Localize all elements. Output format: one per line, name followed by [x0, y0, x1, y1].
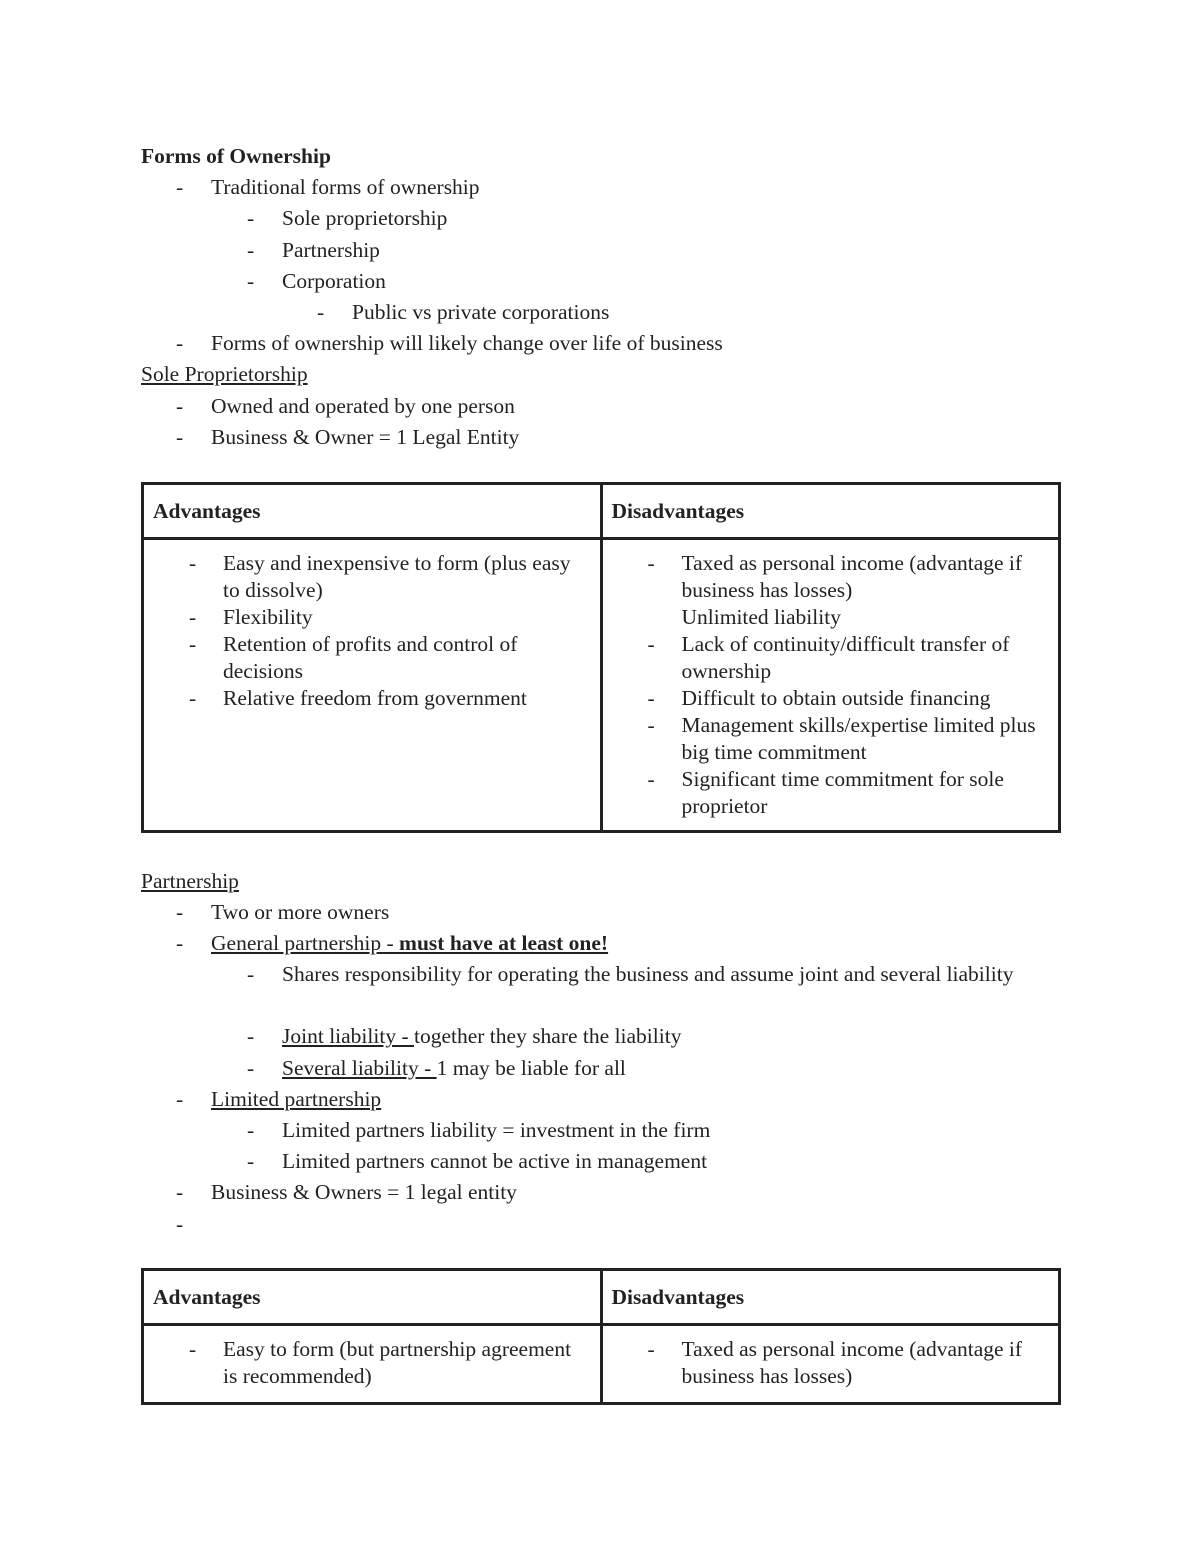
list-item: - Taxed as personal income (advantage if business has losses) — [647, 1336, 1023, 1388]
list-item: - Joint liability - together they share the liability — [247, 1024, 682, 1049]
list-item: - Shares responsibility for operating the business and assume joint and several liability — [247, 962, 1014, 987]
list-item: - Easy to form (but partnership agreement is recommended) — [189, 1336, 572, 1388]
advantages-header: Advantages — [143, 483, 602, 538]
list-item: Unlimited liability — [681, 604, 841, 629]
list-item: - Limited partnership — [176, 1086, 382, 1111]
list-item: - Corporation — [247, 268, 386, 293]
disadvantages-header: Disadvantages — [601, 1269, 1060, 1324]
sole-proprietorship-table — [141, 482, 1061, 833]
list-item: - Business & Owners = 1 legal entity — [176, 1180, 517, 1205]
section-heading-partnership: Partnership — [141, 868, 239, 893]
list-item: - Traditional forms of ownership — [176, 175, 480, 200]
list-item: - Limited partners cannot be active in management — [247, 1149, 708, 1174]
list-item: - Flexibility — [189, 604, 313, 629]
disadvantages-header: Disadvantages — [601, 483, 1060, 538]
list-item: - Owned and operated by one person — [176, 393, 515, 418]
list-item: - Several liability - 1 may be liable for all — [247, 1055, 626, 1080]
list-item: - Partnership — [247, 237, 380, 262]
disadvantages-cell — [601, 1324, 1060, 1403]
partnership-table — [141, 1268, 1061, 1405]
advantages-header: Advantages — [143, 1269, 602, 1324]
page-title: Forms of Ownership — [141, 144, 331, 168]
list-item: - Retention of profits and control of decisions — [189, 631, 518, 683]
list-item: - Significant time commitment for sole proprietor — [647, 766, 1004, 818]
disadvantages-cell — [601, 538, 1060, 831]
list-item: - Public vs private corporations — [317, 299, 610, 324]
section-heading-sole-proprietorship: Sole Proprietorship — [141, 362, 308, 387]
document-page — [141, 141, 1061, 1405]
advantages-cell — [143, 538, 602, 831]
list-item: - Lack of continuity/difficult transfer of ownership — [647, 631, 1010, 683]
list-item: - Limited partners liability = investment in the firm — [247, 1118, 711, 1142]
list-item: - Difficult to obtain outside financing — [647, 685, 991, 710]
list-item: - Business & Owner = 1 Legal Entity — [176, 424, 520, 449]
list-item: - General partnership - must have at least one! — [176, 931, 609, 956]
advantages-cell — [143, 1324, 602, 1403]
list-item: - Taxed as personal income (advantage if business has losses) — [647, 550, 1023, 602]
list-item: - Forms of ownership will likely change over life of business — [176, 331, 723, 356]
list-item-empty: - — [176, 1211, 184, 1236]
list-item: - Relative freedom from government — [189, 685, 527, 710]
list-item: - Two or more owners — [176, 900, 390, 925]
list-item: - Sole proprietorship — [247, 206, 448, 231]
list-item: - Management skills/expertise limited plus big time commitment — [647, 712, 1036, 764]
list-item: - Easy and inexpensive to form (plus easy to dissolve) — [189, 550, 571, 602]
